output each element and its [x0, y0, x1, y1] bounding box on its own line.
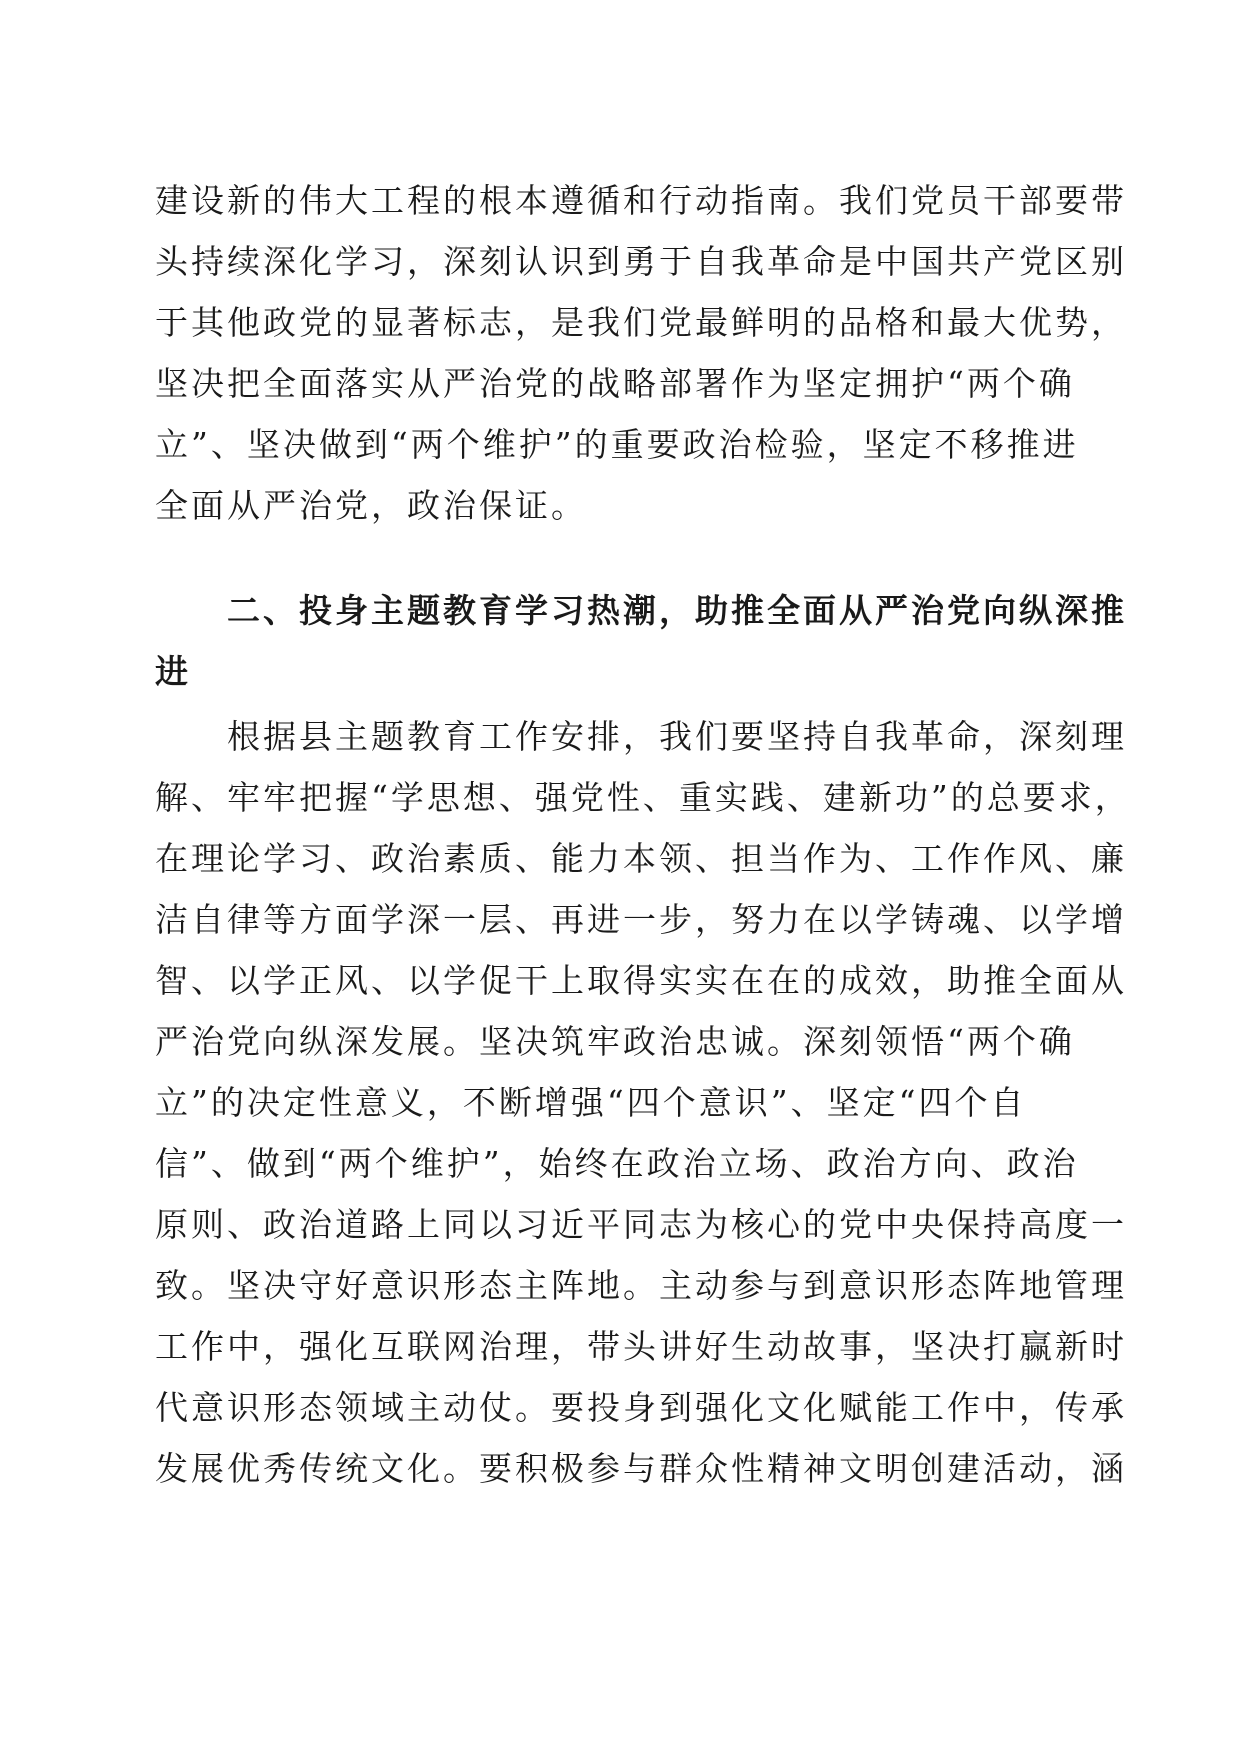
paragraph-line: 严治党向纵深发展。坚决筑牢政治忠诚。深刻领悟“两个确 — [155, 1022, 1075, 1061]
paragraph-line: 工作中，强化互联网治理，带头讲好生动故事，坚决打赢新时 — [155, 1327, 1127, 1366]
paragraph-line: 智、以学正风、以学促干上取得实实在在的成效，助推全面从 — [155, 961, 1127, 1000]
paragraph-line: 原则、政治道路上同以习近平同志为核心的党中央保持高度一 — [155, 1205, 1127, 1244]
paragraph-line: 在理论学习、政治素质、能力本领、担当作为、工作作风、廉 — [155, 839, 1127, 878]
paragraph-line: 坚决把全面落实从严治党的战略部署作为坚定拥护“两个确 — [155, 364, 1075, 403]
body-paragraph — [155, 706, 1131, 1499]
paragraph-line: 立”、坚决做到“两个维护”的重要政治检验，坚定不移推进 — [155, 425, 1079, 464]
paragraph-line: 致。坚决守好意识形态主阵地。主动参与到意识形态阵地管理 — [155, 1266, 1127, 1305]
section-heading — [155, 580, 1127, 702]
paragraph-line: 头持续深化学习，深刻认识到勇于自我革命是中国共产党区别 — [155, 242, 1127, 281]
paragraph-line: 解、牢牢把握“学思想、强党性、重实践、建新功”的总要求， — [155, 778, 1131, 817]
paragraph-line: 代意识形态领域主动仗。要投身到强化文化赋能工作中，传承 — [155, 1388, 1127, 1427]
paragraph-line: 根据县主题教育工作安排，我们要坚持自我革命，深刻理 — [155, 717, 1127, 756]
paragraph-line: 全面从严治党，政治保证。 — [155, 486, 587, 525]
paragraph-line: 信”、做到“两个维护”，始终在政治立场、政治方向、政治 — [155, 1144, 1079, 1183]
section-heading-line: 二、投身主题教育学习热潮，助推全面从严治党向纵深推 — [155, 591, 1127, 630]
paragraph-line: 于其他政党的显著标志，是我们党最鲜明的品格和最大优势， — [155, 303, 1127, 342]
paragraph-line: 发展优秀传统文化。要积极参与群众性精神文明创建活动，涵 — [155, 1449, 1127, 1488]
section-heading-line: 进 — [155, 652, 191, 691]
paragraph-line: 立”的决定性意义，不断增强“四个意识”、坚定“四个自 — [155, 1083, 1027, 1122]
paragraph-line: 建设新的伟大工程的根本遵循和行动指南。我们党员干部要带 — [155, 181, 1127, 220]
paragraph-continuation — [155, 170, 1127, 536]
paragraph-line: 洁自律等方面学深一层、再进一步，努力在以学铸魂、以学增 — [155, 900, 1127, 939]
